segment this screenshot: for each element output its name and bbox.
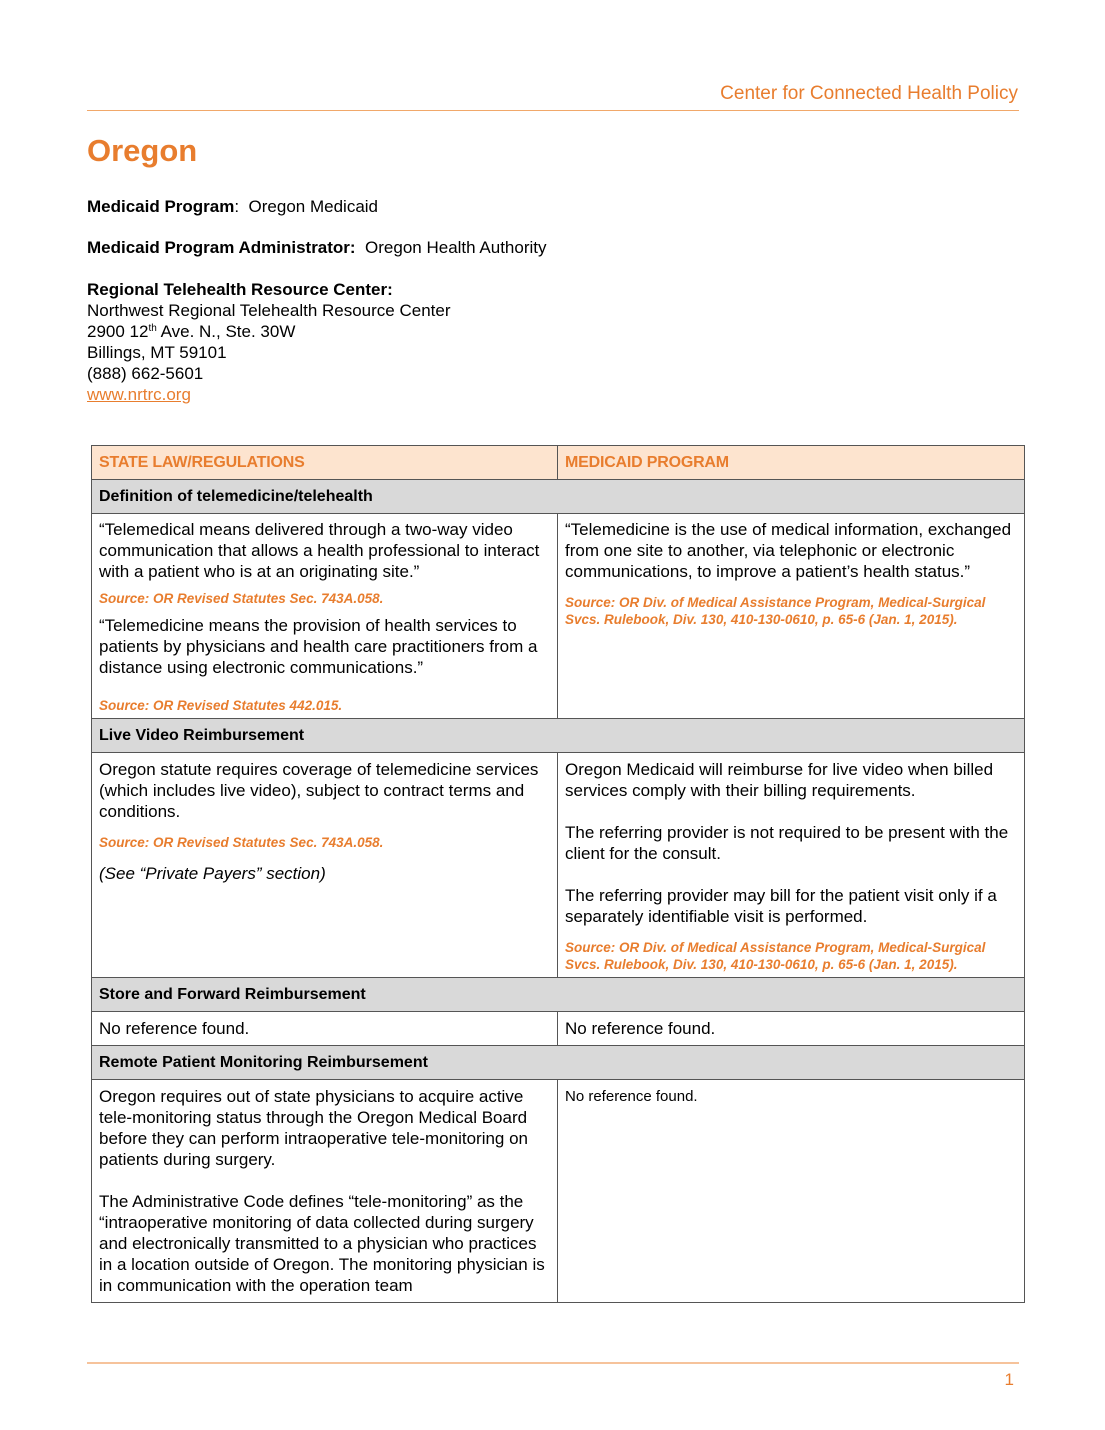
law-text: “Telemedical means delivered through a two-way video communication that allows a health professional to interact with a patient who is at an originating site.” <box>99 520 540 581</box>
source-citation: Source: OR Revised Statutes 442.015. <box>99 698 343 713</box>
medicaid-text: No reference found. <box>565 1019 716 1038</box>
rtrc-address <box>87 321 451 342</box>
medicaid-program-label: Medicaid Program <box>87 197 235 216</box>
state-law-cell <box>92 514 558 719</box>
page-title: Oregon <box>87 133 198 168</box>
table-row <box>92 1012 1025 1046</box>
policy-table <box>91 445 1025 1303</box>
source-citation: Source: OR Revised Statutes Sec. 743A.058. <box>99 591 384 606</box>
rtrc-name: Northwest Regional Telehealth Resource Center <box>87 301 451 320</box>
header-divider <box>87 110 1019 111</box>
medicaid-program-value: Oregon Medicaid <box>248 197 379 216</box>
rtrc-label: Regional Telehealth Resource Center: <box>87 280 393 299</box>
see-also-note: (See “Private Payers” section) <box>99 864 326 883</box>
section-header-row <box>92 1046 1025 1080</box>
law-text: “Telemedicine means the provision of health services to patients by physicians and health care practitioners from a distance using electronic communications.” <box>99 616 538 677</box>
state-law-cell <box>92 1012 558 1046</box>
page-number: 1 <box>1004 1370 1014 1389</box>
administrator-value: Oregon Health Authority <box>365 238 547 257</box>
source-citation: Source: OR Div. of Medical Assistance Program, Medical-Surgical Svcs. Rulebook, Div. 130, 410-130-0610, p. 65-6 (Jan. 1, 2015). <box>565 940 986 972</box>
medicaid-text: Oregon Medicaid will reimburse for live video when billed services comply with their billing requirements. <box>565 760 994 800</box>
address-ordinal: th <box>148 323 157 334</box>
section-title-store-forward: Store and Forward Reimbursement <box>92 978 1025 1012</box>
column-header-medicaid: MEDICAID PROGRAM <box>558 446 1025 480</box>
medicaid-text: The referring provider may bill for the patient visit only if a separately identifiable visit is performed. <box>565 886 997 926</box>
source-citation: Source: OR Revised Statutes Sec. 743A.058. <box>99 835 384 850</box>
section-header-row <box>92 719 1025 753</box>
medicaid-cell <box>558 1012 1025 1046</box>
column-header-state-law: STATE LAW/REGULATIONS <box>92 446 558 480</box>
section-header-row <box>92 978 1025 1012</box>
header-org-name: Center for Connected Health Policy <box>720 83 1018 104</box>
table-header-row <box>92 446 1025 480</box>
rtrc-city: Billings, MT 59101 <box>87 343 227 362</box>
state-law-cell <box>92 1080 558 1303</box>
section-title-live-video: Live Video Reimbursement <box>92 719 1025 753</box>
medicaid-cell <box>558 514 1025 719</box>
address-number: 2900 12 <box>87 322 149 341</box>
medicaid-cell <box>558 1080 1025 1303</box>
table-row <box>92 1080 1025 1303</box>
table-row <box>92 514 1025 719</box>
medicaid-text: The referring provider is not required to be present with the client for the consult. <box>565 823 1009 863</box>
rtrc-block <box>87 279 451 405</box>
state-law-cell <box>92 753 558 978</box>
section-title-remote-monitoring: Remote Patient Monitoring Reimbursement <box>92 1046 1025 1080</box>
section-title-definition: Definition of telemedicine/telehealth <box>92 480 1025 514</box>
medicaid-text: No reference found. <box>565 1088 698 1105</box>
administrator-label: Medicaid Program Administrator: <box>87 238 356 257</box>
footer-divider <box>87 1362 1019 1364</box>
administrator-line <box>87 237 547 258</box>
section-header-row <box>92 480 1025 514</box>
law-text: Oregon requires out of state physicians to acquire active tele-monitoring status through the Oregon Medical Board before they can perform intraoperative tele-monitoring on patients during surgery. <box>99 1087 529 1169</box>
colon: : <box>234 197 249 216</box>
medicaid-cell <box>558 753 1025 978</box>
rtrc-phone: (888) 662-5601 <box>87 364 204 383</box>
address-street: Ave. N., Ste. 30W <box>156 322 296 341</box>
medicaid-program-line <box>87 196 378 217</box>
table-row <box>92 753 1025 978</box>
medicaid-text: “Telemedicine is the use of medical information, exchanged from one site to another, via telephonic or electronic communications, to improve a patient’s health status.” <box>565 520 1012 581</box>
rtrc-website-link[interactable]: www.nrtrc.org <box>87 385 191 404</box>
law-text: No reference found. <box>99 1019 250 1038</box>
source-citation: Source: OR Div. of Medical Assistance Program, Medical-Surgical Svcs. Rulebook, Div. 130, 410-130-0610, p. 65-6 (Jan. 1, 2015). <box>565 595 986 627</box>
law-text: The Administrative Code defines “tele-monitoring” as the “intraoperative monitoring of data collected during surgery and electronically transmitted to a physician who practices in a location outside of Oregon. The monitoring physician is in communication with the operation team <box>99 1192 545 1295</box>
law-text: Oregon statute requires coverage of telemedicine services (which includes live video), subject to contract terms and conditions. <box>99 760 539 821</box>
